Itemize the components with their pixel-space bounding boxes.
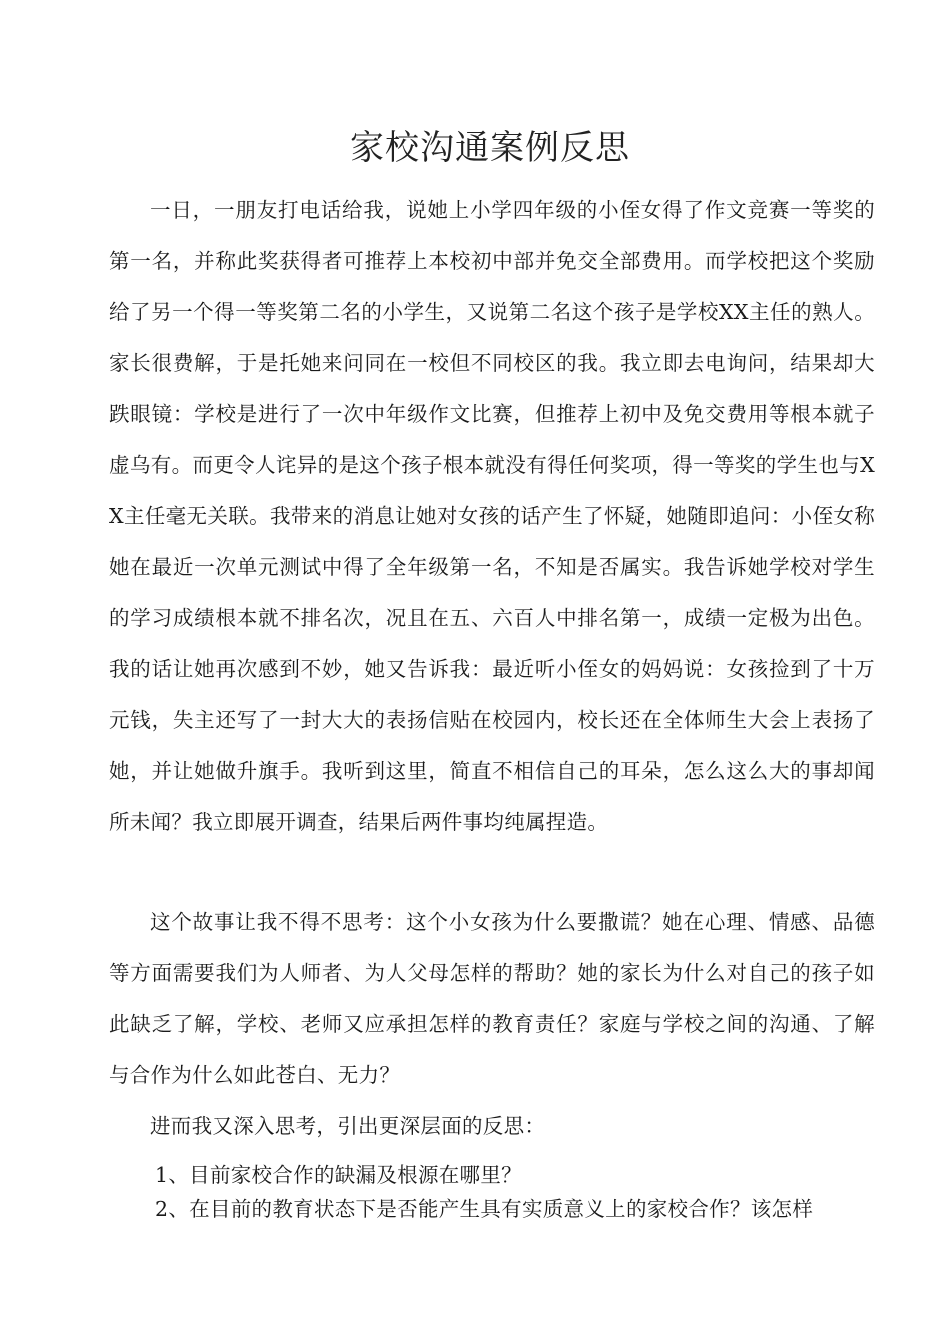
document-title: 家校沟通案例反思: [350, 128, 630, 168]
paragraph-story: 一日，一朋友打电话给我，说她上小学四年级的小侄女得了作文竞赛一等奖的第一名，并称此奖获得者可推荐上本校初中部并免交全部费用。而学校把这个奖励给了另一个得一等奖第二名的小学生，又说第二名这个孩子是学校XX主任的熟人。家长很费解，于是托她来问同在一校但不同校区的我。我立即去电询问，结果却大跌眼镜：学校是进行了一次中年级作文比赛，但推荐上初中及免交费用等根本就子虚乌有。而更令人诧异的是这个孩子根本就没有得任何奖项，得一等奖的学生也与XX主任毫无关联。我带来的消息让她对女孩的话产生了怀疑，她随即追问：小侄女称她在最近一次单元测试中得了全年级第一名，不知是否属实。我告诉她学校对学生的学习成绩根本就不排名次，况且在五、六百人中排名第一，成绩一定极为出色。我的话让她再次感到不妙，她又告诉我：最近听小侄女的妈妈说：女孩捡到了十万元钱，失主还写了一封大大的表扬信贴在校园内，校长还在全体师生大会上表扬了她，并让她做升旗手。我听到这里，简直不相信自己的耳朵，怎么这么大的事却闻所未闻？我立即展开调查，结果后两件事均纯属捏造。: [109, 198, 875, 834]
list-item: 2、在目前的教育状态下是否能产生具有实质意义上的家校合作？该怎样: [155, 1197, 814, 1221]
list-item: 1、目前家校合作的缺漏及根源在哪里？: [155, 1163, 522, 1187]
paragraph-reflection: 这个故事让我不得不思考：这个小女孩为什么要撒谎？她在心理、情感、品德等方面需要我们为人师者、为人父母怎样的帮助？她的家长为什么对自己的孩子如此缺乏了解，学校、老师又应承担怎样的教育责任？家庭与学校之间的沟通、了解与合作为什么如此苍白、无力？: [109, 910, 875, 1087]
paragraph-deeper-thinking: 进而我又深入思考，引出更深层面的反思：: [150, 1114, 546, 1138]
question-list: [155, 1158, 875, 1226]
